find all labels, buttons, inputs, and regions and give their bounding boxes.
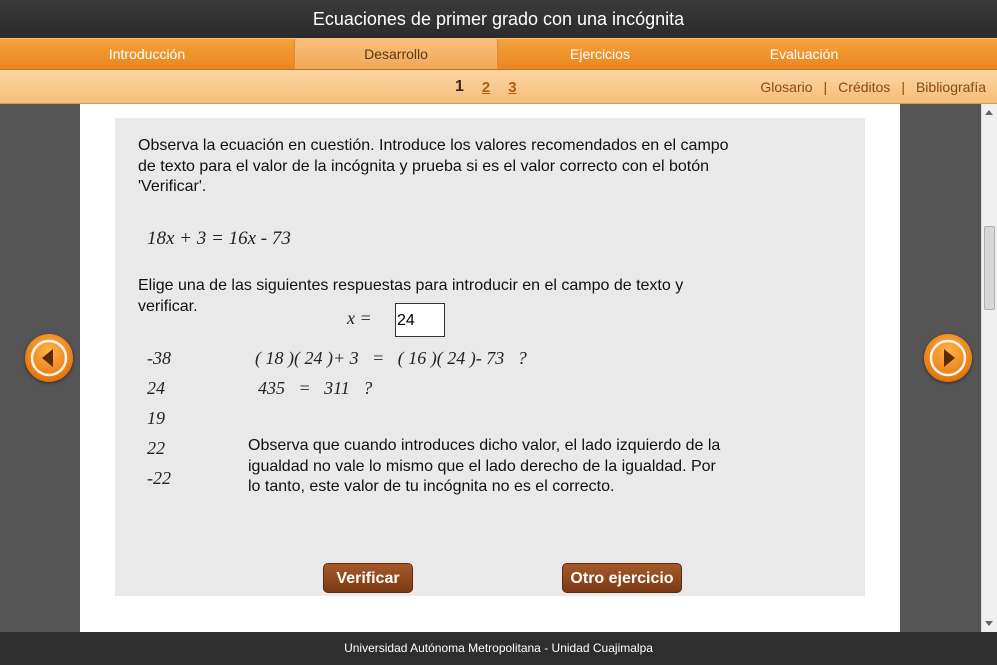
link-separator: | [823,79,828,95]
chevron-right-icon [924,334,972,382]
equation: 18x + 3 = 16x - 73 [147,228,291,249]
sub-nav [0,70,997,104]
answer-option[interactable]: -22 [147,468,171,488]
scroll-up-icon[interactable] [985,110,993,115]
page-pagination [455,70,517,104]
scroll-down-icon[interactable] [985,621,993,626]
instructions-text: Observa la ecuación en cuestión. Introduce los valores recomendados en el campo de texto para el valor de la incógnita y prueba si es el valor correcto con el botón 'Verificar'. [138,137,729,195]
main-nav [0,38,997,70]
next-arrow-button[interactable] [924,334,972,382]
answer-option[interactable]: 19 [147,408,165,428]
glosario-link[interactable]: Glosario [760,79,813,95]
page-link-1[interactable]: 1 [455,78,464,95]
footer-text: Universidad Autónoma Metropolitana - Unidad Cuajimalpa [0,632,997,665]
chevron-left-icon [25,334,73,382]
vertical-scrollbar[interactable] [981,104,997,632]
tab-introduccion[interactable]: Introducción [108,46,186,62]
substitution-line: ( 18 )( 24 )+ 3 = ( 16 )( 24 )- 73 ? [255,348,527,368]
other-exercise-button[interactable]: Otro ejercicio [562,563,682,593]
x-value-input[interactable] [395,303,445,337]
tab-evaluacion[interactable]: Evaluación [769,46,839,62]
choose-prompt: Elige una de las siguientes respuestas para introducir en el campo de texto y verificar. [138,277,684,315]
page-link-3[interactable]: 3 [508,78,517,96]
tab-ejercicios[interactable]: Ejercicios [570,46,630,62]
x-label: x = [347,308,372,328]
verify-button[interactable]: Verificar [323,563,413,593]
scroll-thumb[interactable] [984,226,995,310]
answer-option[interactable]: 24 [147,378,165,398]
bibliografia-link[interactable]: Bibliografía [915,79,986,95]
app-title: Ecuaciones de primer grado con una incógnita [0,0,997,38]
answer-option[interactable]: -38 [147,348,171,368]
utility-links [760,70,986,104]
feedback-text: Observa que cuando introduces dicho valor, el lado izquierdo de la igualdad no vale lo mismo que el lado derecho de la igualdad. Por lo tanto, este valor de tu incógnita no es el correcto. [248,437,721,495]
creditos-link[interactable]: Créditos [838,79,891,95]
page-link-2[interactable]: 2 [481,78,491,96]
answer-option[interactable]: 22 [147,438,165,458]
result-line: 435 = 311 ? [258,378,373,398]
tab-desarrollo[interactable]: Desarrollo [294,39,498,69]
previous-arrow-button[interactable] [25,334,73,382]
link-separator: | [901,79,905,95]
